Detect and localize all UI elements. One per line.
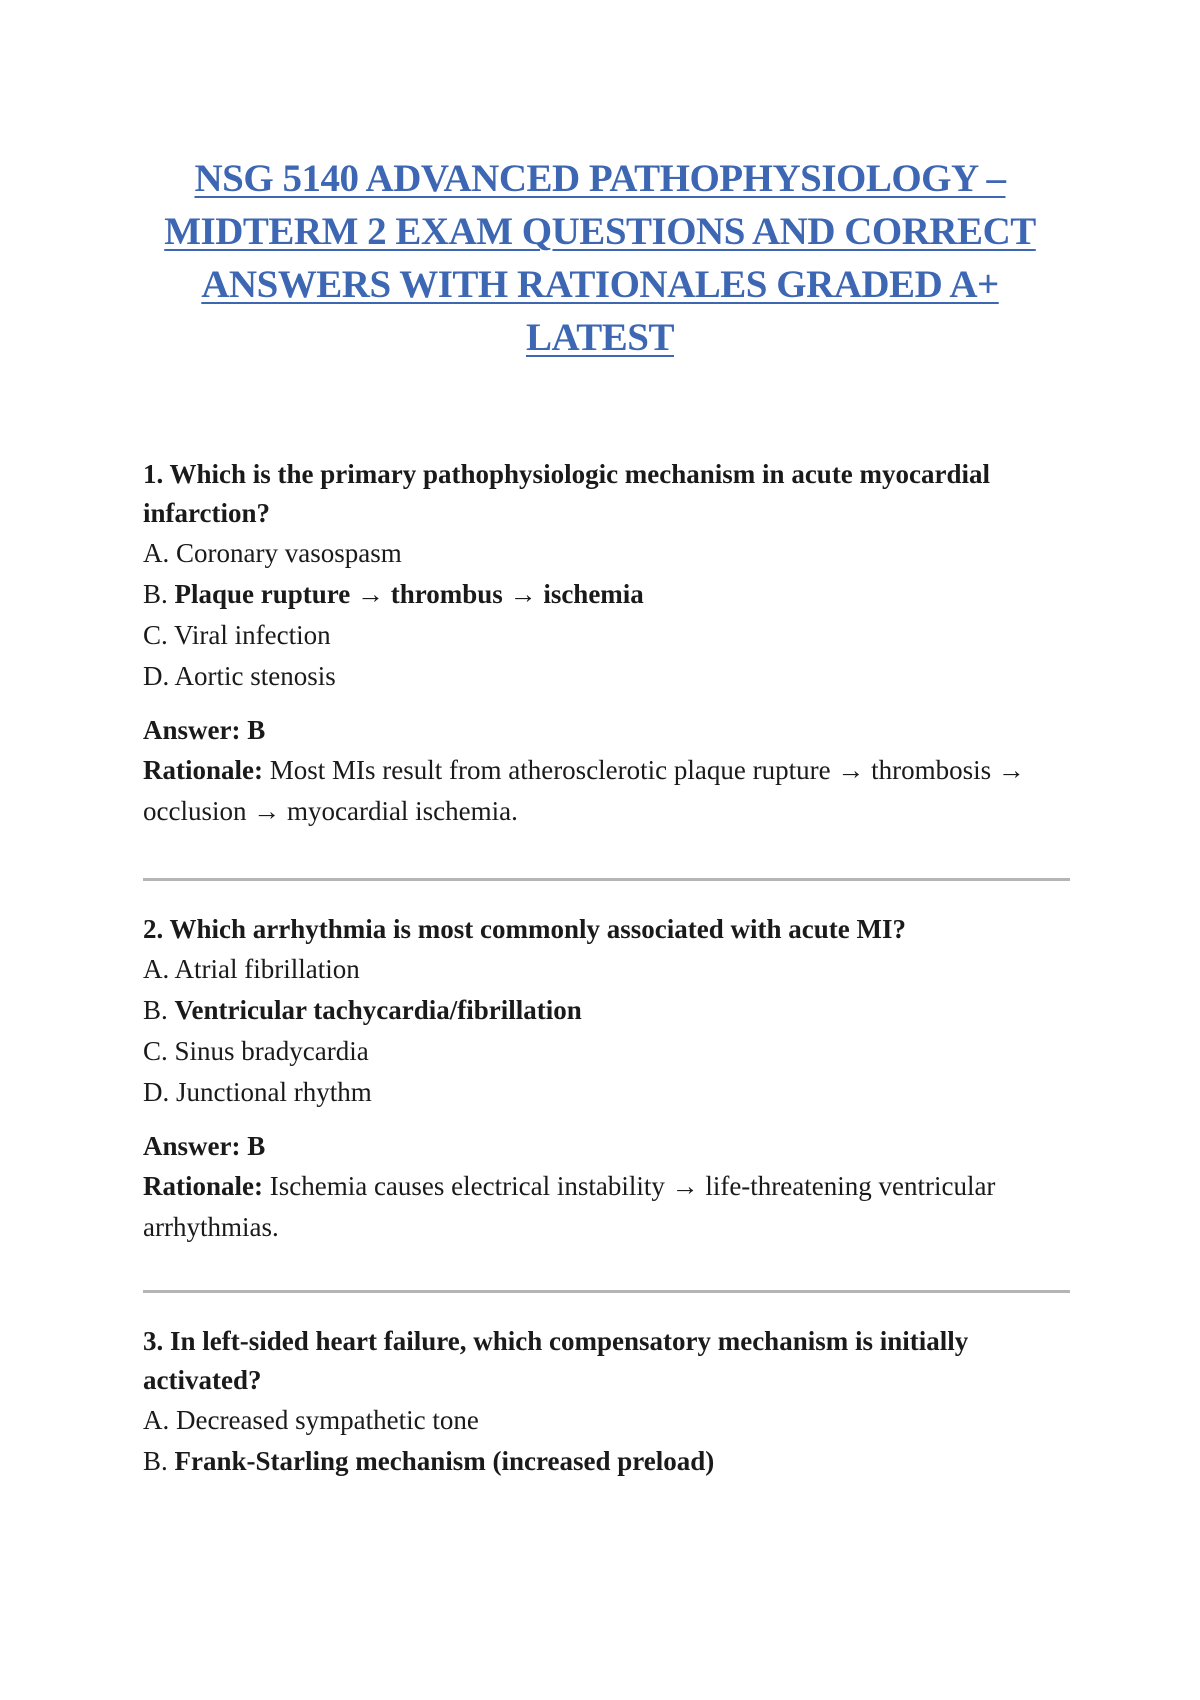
title-line: ANSWERS WITH RATIONALES GRADED A+ [201,263,999,306]
option-a: A. Coronary vasospasm [143,538,402,568]
option-b: B. Plaque rupture → thrombus → ischemia [143,579,644,609]
option-b: B. Ventricular tachycardia/fibrillation [143,995,582,1025]
question-3 [143,1322,1083,1482]
title-line: MIDTERM 2 EXAM QUESTIONS AND CORRECT [164,210,1036,253]
divider [143,878,1070,881]
title-line: NSG 5140 ADVANCED PATHOPHYSIOLOGY – [194,157,1006,200]
option-d: D. Junctional rhythm [143,1077,372,1107]
option-a: A. Decreased sympathetic tone [143,1405,479,1435]
document-title [130,152,1070,364]
divider [143,1290,1070,1293]
question-text: 1. Which is the primary pathophysiologic mechanism in acute myocardial infarction? [143,459,991,528]
option-c: C. Viral infection [143,620,331,650]
question-text: 2. Which arrhythmia is most commonly associated with acute MI? [143,914,906,944]
rationale: Rationale: Ischemia causes electrical instability → life-threatening ventricular arrhythmias. [143,1171,996,1242]
option-d: D. Aortic stenosis [143,661,336,691]
title-line: LATEST [525,316,674,359]
option-a: A. Atrial fibrillation [143,954,360,984]
answer: Answer: B [143,715,266,745]
question-2 [143,910,1083,1248]
option-c: C. Sinus bradycardia [143,1036,369,1066]
rationale: Rationale: Most MIs result from atherosclerotic plaque rupture → thrombosis → occlusion → myocardial ischemia. [143,755,1025,826]
option-b: B. Frank-Starling mechanism (increased preload) [143,1446,715,1476]
answer: Answer: B [143,1131,266,1161]
question-1 [143,455,1083,832]
question-text: 3. In left-sided heart failure, which compensatory mechanism is initially activated? [143,1326,969,1395]
